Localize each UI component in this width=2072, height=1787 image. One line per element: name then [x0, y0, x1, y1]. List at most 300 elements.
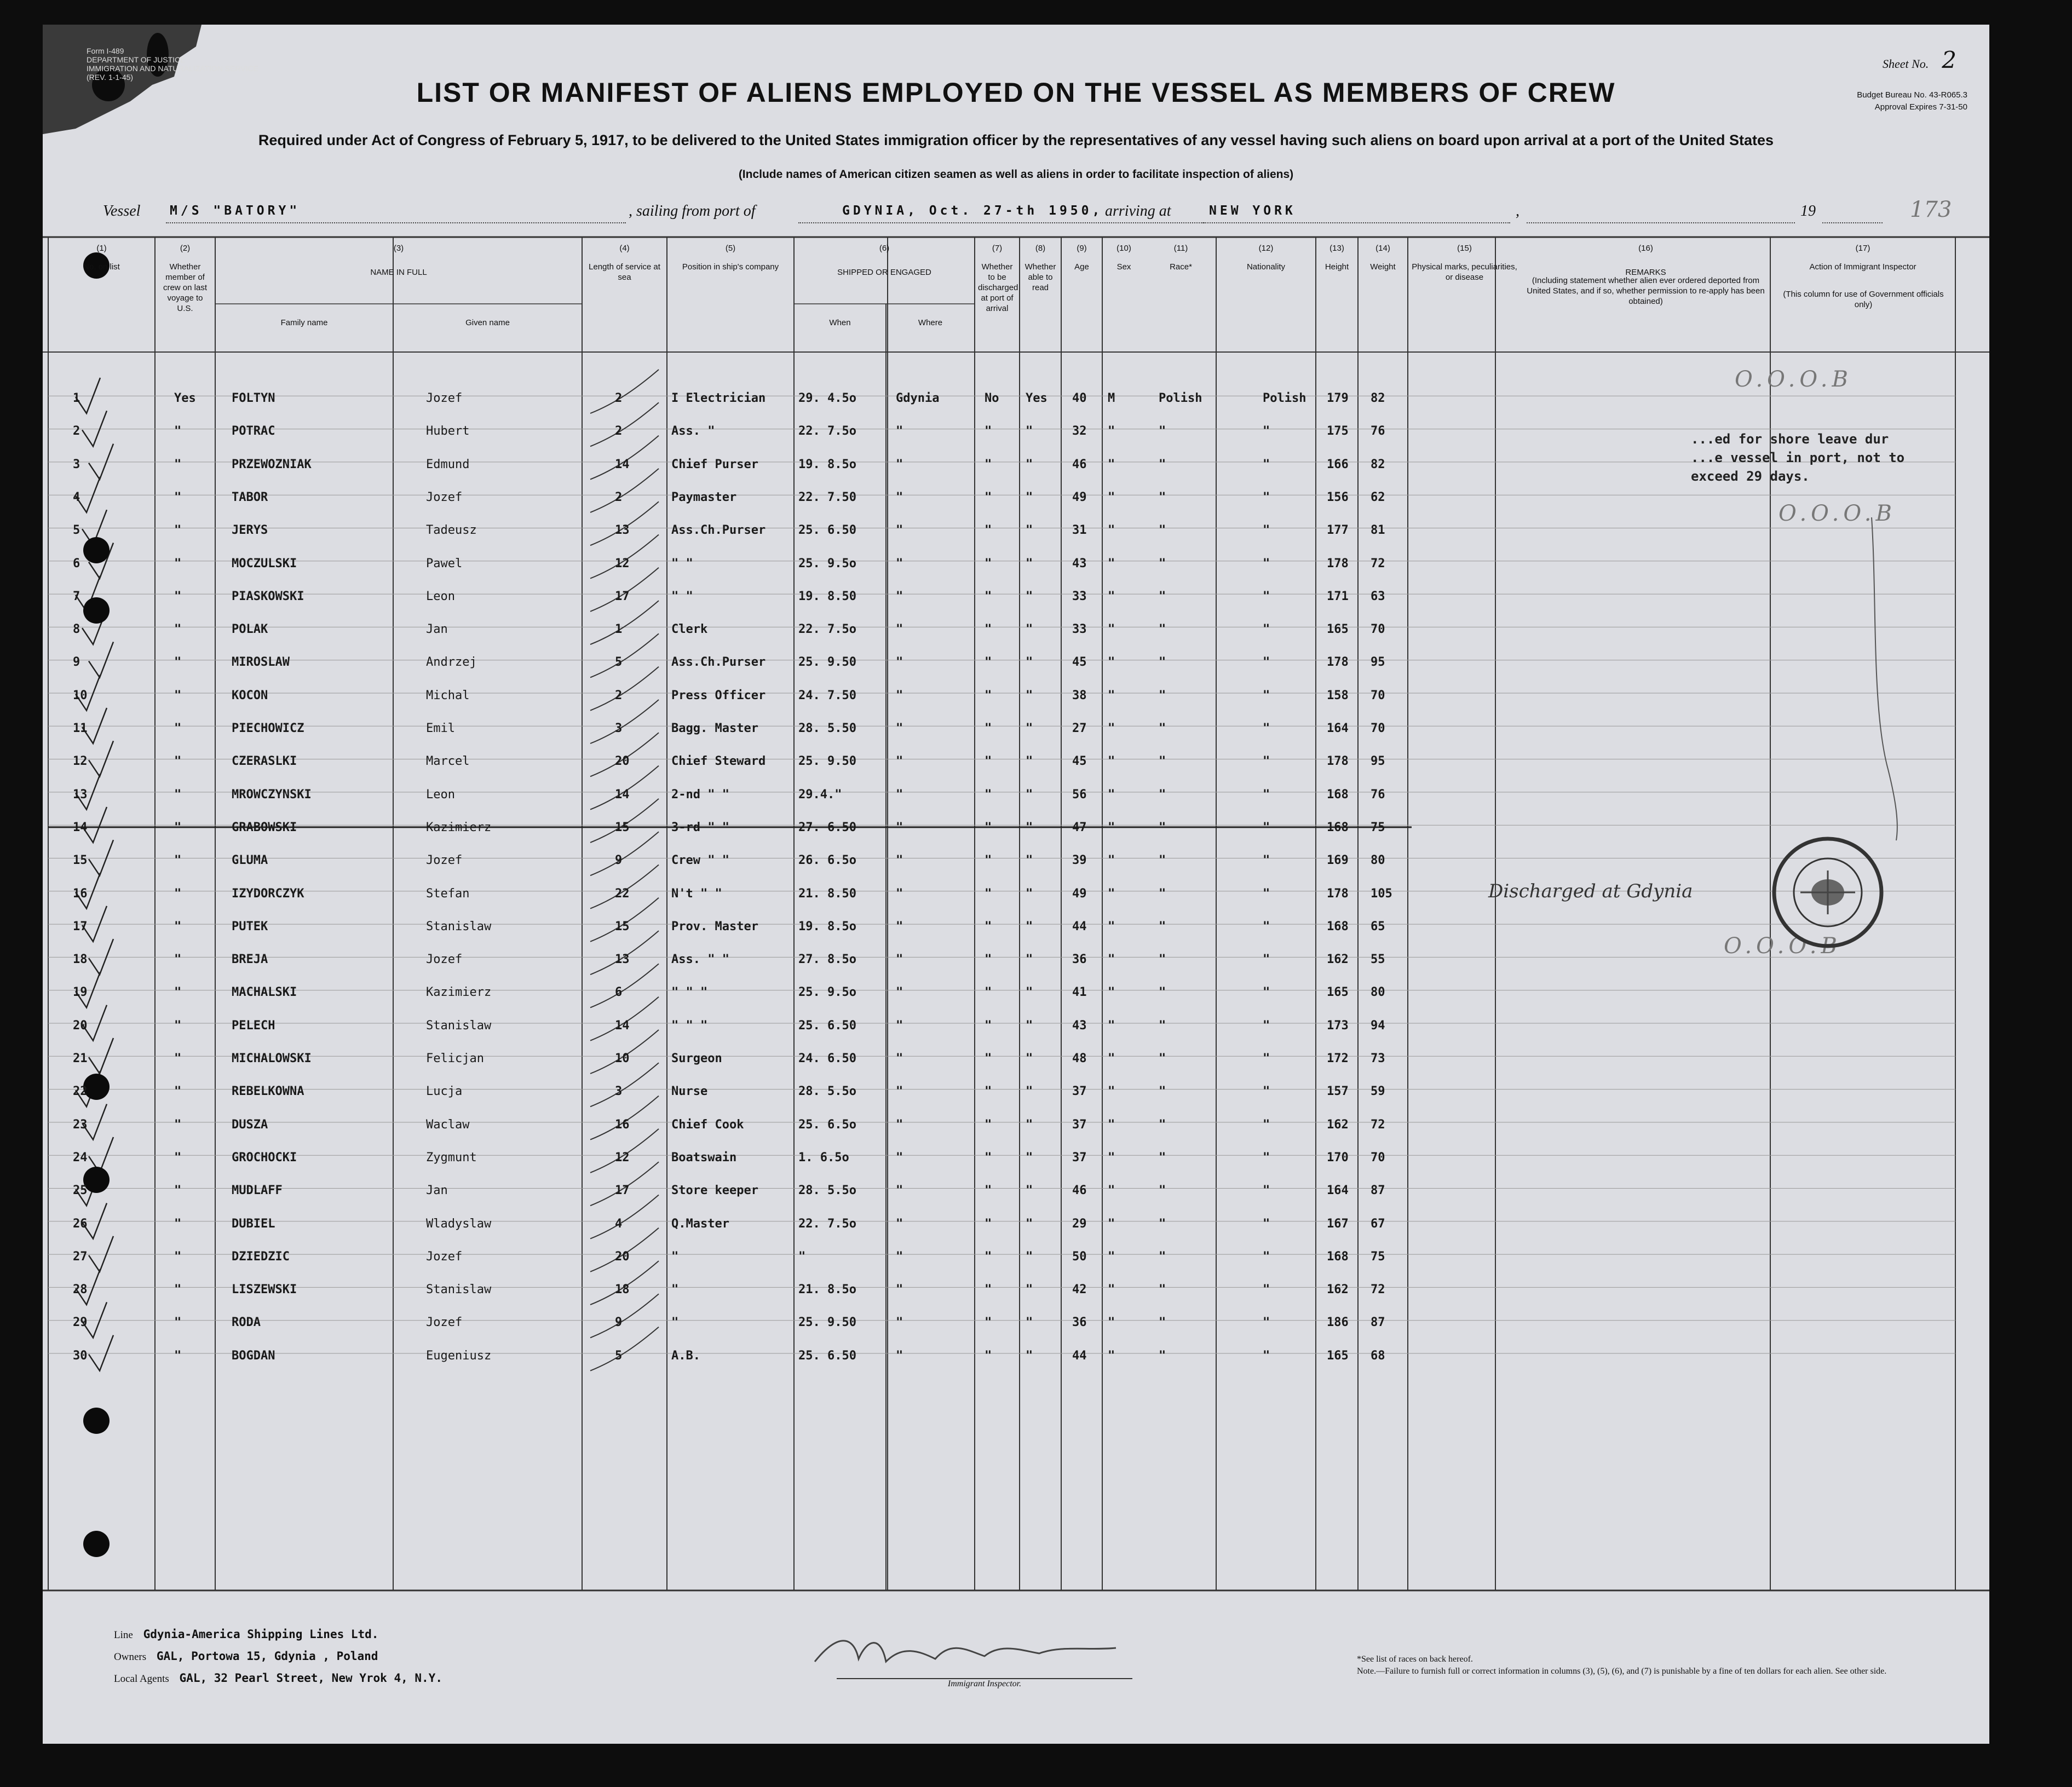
given-name: Leon: [426, 589, 455, 603]
vessel-line: Vessel M/S "BATORY" , sailing from port of GDYNIA, Oct. 27-th 1950, arriving at NEW YORK , 19 173: [103, 197, 1952, 222]
height: 178: [1327, 556, 1349, 570]
discharge: ": [985, 1052, 992, 1065]
able-to-read: ": [1026, 1283, 1033, 1297]
family-name: GRABOWSKI: [232, 820, 297, 834]
sex: ": [1108, 854, 1115, 868]
nationality: ": [1263, 1150, 1270, 1165]
shore-leave-stamp: ...ed for shore leave dur ...e vessel in port, not to exceed 29 days.: [1691, 431, 1905, 484]
row-number: 15: [73, 854, 88, 868]
sea-service: 12: [615, 556, 630, 570]
shipped-when: 22. 7.50: [798, 490, 856, 504]
prior-voyage: ": [174, 1348, 182, 1363]
family-name: REBELKOWNA: [232, 1085, 304, 1099]
prior-voyage: ": [174, 1249, 182, 1264]
age: 40: [1072, 391, 1087, 405]
given-name: Tadeusz: [426, 523, 477, 538]
sex: ": [1108, 1052, 1115, 1065]
race: ": [1159, 655, 1166, 670]
prior-voyage: ": [174, 820, 182, 834]
sea-service: 14: [615, 787, 630, 802]
weight: 94: [1371, 1018, 1385, 1033]
given-name: Kazimierz: [426, 985, 492, 1000]
column-number: (8): [1035, 244, 1046, 253]
family-name: POLAK: [232, 622, 268, 637]
position: I Electrician: [671, 391, 766, 405]
position: ": [671, 1316, 679, 1330]
height: 158: [1327, 688, 1349, 702]
manifest-sheet: [43, 25, 1989, 1744]
sex: ": [1108, 1085, 1115, 1099]
age: 44: [1072, 919, 1087, 933]
race: ": [1159, 688, 1166, 702]
discharge: ": [985, 1150, 992, 1165]
column-number: (6): [879, 244, 890, 253]
owners-address: GAL, Portowa 15, Gdynia , Poland: [156, 1650, 378, 1663]
discharge: ": [985, 722, 992, 735]
height: 162: [1327, 953, 1349, 967]
age: 41: [1072, 985, 1087, 1000]
row-number: 10: [73, 688, 88, 702]
discharge: ": [985, 457, 992, 471]
race: ": [1159, 1184, 1166, 1198]
discharged-note: Discharged at Gdynia: [1488, 880, 1693, 902]
height: 173: [1327, 1018, 1349, 1033]
able-to-read: ": [1026, 1117, 1033, 1132]
given-name: Edmund: [426, 457, 470, 471]
remark-oob-2: O.O.O.B: [1779, 501, 1896, 526]
position: N't " ": [671, 886, 722, 901]
given-name: Emil: [426, 722, 455, 735]
row-number: 20: [73, 1018, 88, 1033]
position: Bagg. Master: [671, 722, 758, 735]
prior-voyage: ": [174, 919, 182, 933]
form-identifier: Form I-489 DEPARTMENT OF JUSTICE IMMIGRATION AND NATURALIZATION SERVICE (REV. 1-1-45): [87, 47, 258, 82]
age: 36: [1072, 953, 1087, 967]
shipped-where: ": [896, 919, 903, 933]
discharge: ": [985, 1283, 992, 1297]
where-header: Where: [918, 318, 943, 327]
weight: 72: [1371, 1283, 1385, 1297]
nationality: ": [1263, 622, 1270, 637]
height: 166: [1327, 457, 1349, 471]
sex: ": [1108, 424, 1115, 439]
nationality: ": [1263, 457, 1270, 471]
position: Ass.Ch.Purser: [671, 655, 766, 670]
given-name: Stanislaw: [426, 1018, 492, 1033]
when-header: When: [829, 318, 851, 327]
column-header: NAME IN FULL: [370, 268, 427, 277]
weight: 95: [1371, 655, 1385, 670]
nationality: ": [1263, 722, 1270, 735]
age: 47: [1072, 820, 1087, 834]
family-name: DUBIEL: [232, 1217, 275, 1231]
height: 172: [1327, 1052, 1349, 1065]
shipped-when: 19. 8.5o: [798, 919, 856, 933]
column-number: (12): [1258, 244, 1274, 253]
nationality: ": [1263, 1316, 1270, 1330]
remark-oob-1: O.O.O.B: [1735, 367, 1852, 392]
race: ": [1159, 589, 1166, 603]
shipped-where: ": [896, 688, 903, 702]
row-number: 24: [73, 1150, 88, 1165]
sex: ": [1108, 1184, 1115, 1198]
position: Chief Purser: [671, 457, 758, 471]
race: ": [1159, 886, 1166, 901]
family-name: POTRAC: [232, 424, 275, 439]
sea-service: 13: [615, 953, 630, 967]
prior-voyage: ": [174, 722, 182, 735]
position: Nurse: [671, 1085, 708, 1099]
shipped-when: 29.4.": [798, 787, 842, 802]
race: ": [1159, 985, 1166, 1000]
family-name: MROWCZYNSKI: [232, 787, 312, 802]
column-number: (7): [992, 244, 1003, 253]
column-number: (13): [1329, 244, 1344, 253]
shipped-when: 28. 5.50: [798, 722, 856, 735]
sea-service: 3: [615, 722, 623, 735]
race: ": [1159, 622, 1166, 637]
able-to-read: ": [1026, 1184, 1033, 1198]
sex: ": [1108, 490, 1115, 504]
age: 46: [1072, 1184, 1087, 1198]
weight: 80: [1371, 854, 1385, 868]
weight: 82: [1371, 391, 1385, 405]
shipped-where: ": [896, 722, 903, 735]
row-number: 26: [73, 1217, 88, 1231]
prior-voyage: ": [174, 622, 182, 637]
age: 31: [1072, 523, 1087, 538]
penalty-note: Note.—Failure to furnish full or correct information in columns (3), (5), (6), and (7) is punishable by a fine of ten dollars for each alien. See other side.: [1357, 1667, 1887, 1676]
row-number: 6: [73, 556, 80, 570]
position: " " ": [671, 1018, 708, 1033]
sex: ": [1108, 953, 1115, 967]
sex: ": [1108, 589, 1115, 603]
column-header: No. on list: [83, 262, 120, 272]
column-number: (2): [180, 244, 191, 253]
sea-service: 22: [615, 886, 630, 901]
able-to-read: ": [1026, 457, 1033, 471]
shipped-when: ": [798, 1249, 806, 1264]
row-number: 27: [73, 1249, 88, 1264]
shipped-when: 25. 9.50: [798, 1316, 856, 1330]
prior-voyage: ": [174, 424, 182, 439]
given-name: Marcel: [426, 754, 470, 769]
nationality: ": [1263, 787, 1270, 802]
discharge: No: [985, 391, 999, 405]
shipped-when: 27. 6.50: [798, 820, 856, 834]
position: 3-rd " ": [671, 820, 729, 834]
discharge: ": [985, 754, 992, 769]
family-name: MOCZULSKI: [232, 556, 297, 570]
age: 32: [1072, 424, 1087, 439]
shipped-where: ": [896, 1052, 903, 1065]
sea-service: 5: [615, 1348, 623, 1363]
age: 33: [1072, 589, 1087, 603]
able-to-read: ": [1026, 1217, 1033, 1231]
able-to-read: ": [1026, 754, 1033, 769]
discharge: ": [985, 523, 992, 538]
age: 45: [1072, 655, 1087, 670]
able-to-read: ": [1026, 424, 1033, 439]
weight: 62: [1371, 490, 1385, 504]
height: 171: [1327, 589, 1349, 603]
nationality: ": [1263, 424, 1270, 439]
position: Prov. Master: [671, 919, 758, 933]
race: ": [1159, 854, 1166, 868]
discharge: ": [985, 490, 992, 504]
prior-voyage: ": [174, 1217, 182, 1231]
age: 29: [1072, 1217, 1087, 1231]
race: ": [1159, 1052, 1166, 1065]
weight: 70: [1371, 622, 1385, 637]
shipped-when: 24. 7.50: [798, 688, 856, 702]
prior-voyage: ": [174, 854, 182, 868]
prior-voyage: ": [174, 1052, 182, 1065]
given-name: Stanislaw: [426, 1283, 492, 1297]
prior-voyage: ": [174, 1184, 182, 1198]
given-name: Jozef: [426, 391, 463, 405]
shipped-when: 21. 8.5o: [798, 1283, 856, 1297]
sex: ": [1108, 754, 1115, 769]
age: 56: [1072, 787, 1087, 802]
given-name: Hubert: [426, 424, 470, 439]
family-name: PIASKOWSKI: [232, 589, 304, 603]
able-to-read: ": [1026, 589, 1033, 603]
inspector-detail: (This column for use of Government officials only): [1783, 290, 1944, 309]
race: ": [1159, 1018, 1166, 1033]
sex: ": [1108, 919, 1115, 933]
family-name: PRZEWOZNIAK: [232, 457, 312, 471]
weight: 59: [1371, 1085, 1385, 1099]
able-to-read: ": [1026, 622, 1033, 637]
column-header: SHIPPED OR ENGAGED: [837, 268, 931, 277]
family-name: PIECHOWICZ: [232, 722, 304, 735]
able-to-read: ": [1026, 1150, 1033, 1165]
shipped-when: 24. 6.50: [798, 1052, 856, 1065]
sex: ": [1108, 1217, 1115, 1231]
given-name: Waclaw: [426, 1117, 470, 1132]
able-to-read: ": [1026, 688, 1033, 702]
nationality: ": [1263, 1018, 1270, 1033]
position: Chief Cook: [671, 1117, 744, 1132]
position: ": [671, 1249, 679, 1264]
column-header: Length of service at sea: [589, 262, 660, 282]
pen-line: [1866, 517, 1910, 846]
family-name-header: Family name: [280, 318, 328, 327]
position: Press Officer: [671, 688, 766, 702]
shipped-when: 29. 4.5o: [798, 391, 856, 405]
row-number: 1: [73, 391, 80, 405]
shipped-where: Gdynia: [896, 391, 940, 405]
weight: 70: [1371, 1150, 1385, 1165]
race: ": [1159, 1348, 1166, 1363]
prior-voyage: ": [174, 1018, 182, 1033]
sex: ": [1108, 985, 1115, 1000]
family-name: MACHALSKI: [232, 985, 297, 1000]
races-note: *See list of races on back hereof.: [1357, 1655, 1473, 1664]
shipped-when: 22. 7.5o: [798, 622, 856, 637]
vessel-name: M/S "BATORY": [170, 204, 301, 218]
given-name: Stefan: [426, 886, 470, 901]
weight: 73: [1371, 1052, 1385, 1065]
nationality: ": [1263, 523, 1270, 538]
position: Boatswain: [671, 1150, 737, 1165]
sex: ": [1108, 1348, 1115, 1363]
weight: 76: [1371, 787, 1385, 802]
position: Paymaster: [671, 490, 737, 504]
race: ": [1159, 1117, 1166, 1132]
height: 177: [1327, 523, 1349, 538]
weight: 75: [1371, 1249, 1385, 1264]
given-name: Pawel: [426, 556, 463, 570]
sex: ": [1108, 1150, 1115, 1165]
sheet-number: Sheet No. 2: [1882, 47, 1956, 73]
column-number: (14): [1375, 244, 1390, 253]
family-name: BOGDAN: [232, 1348, 275, 1363]
sailing-port: GDYNIA, Oct. 27-th 1950,: [842, 204, 1103, 218]
prior-voyage: ": [174, 886, 182, 901]
able-to-read: ": [1026, 1018, 1033, 1033]
weight: 87: [1371, 1184, 1385, 1198]
discharge: ": [985, 1085, 992, 1099]
sex: ": [1108, 886, 1115, 901]
race: Polish: [1159, 391, 1202, 405]
column-number: (4): [619, 244, 630, 253]
shipped-when: 26. 6.5o: [798, 854, 856, 868]
height: 165: [1327, 1348, 1349, 1363]
shipped-where: ": [896, 1217, 903, 1231]
row-number: 7: [73, 589, 80, 603]
able-to-read: Yes: [1026, 391, 1047, 405]
position: ": [671, 1283, 679, 1297]
row-number: 13: [73, 787, 88, 802]
discharge: ": [985, 854, 992, 868]
position: Ass. ": [671, 424, 715, 439]
nationality: ": [1263, 1348, 1270, 1363]
family-name: PUTEK: [232, 919, 268, 933]
sea-service: 18: [615, 1283, 630, 1297]
nationality: ": [1263, 1249, 1270, 1264]
row-number: 18: [73, 953, 88, 967]
position: Surgeon: [671, 1052, 722, 1065]
weight: 65: [1371, 919, 1385, 933]
prior-voyage: ": [174, 985, 182, 1000]
sea-service: 9: [615, 1316, 623, 1330]
given-name: Leon: [426, 787, 455, 802]
nationality: ": [1263, 919, 1270, 933]
sea-service: 1: [615, 622, 623, 637]
height: 165: [1327, 622, 1349, 637]
given-name: Jozef: [426, 854, 463, 868]
height: 178: [1327, 655, 1349, 670]
column-number: (10): [1116, 244, 1131, 253]
shipped-where: ": [896, 1283, 903, 1297]
row-number: 23: [73, 1117, 88, 1132]
age: 49: [1072, 886, 1087, 901]
nationality: ": [1263, 1184, 1270, 1198]
weight: 55: [1371, 953, 1385, 967]
sea-service: 17: [615, 1184, 630, 1198]
nationality: ": [1263, 556, 1270, 570]
position: Crew " ": [671, 854, 729, 868]
sea-service: 10: [615, 1052, 630, 1065]
age: 44: [1072, 1348, 1087, 1363]
given-name: Jan: [426, 622, 448, 637]
header-note: (Include names of American citizen seamen as well as aliens in order to facilitate inspection of aliens): [738, 168, 1294, 181]
sex: ": [1108, 722, 1115, 735]
given-name: Wladyslaw: [426, 1217, 492, 1231]
discharge: ": [985, 622, 992, 637]
sex: ": [1108, 622, 1115, 637]
row-number: 8: [73, 622, 80, 637]
height: 168: [1327, 820, 1349, 834]
family-name: TABOR: [232, 490, 268, 504]
shipped-where: ": [896, 754, 903, 769]
given-name: Kazimierz: [426, 820, 492, 834]
discharge: ": [985, 820, 992, 834]
race: ": [1159, 754, 1166, 769]
column-header: Nationality: [1246, 262, 1286, 272]
column-header: Position in ship's company: [682, 262, 779, 272]
sea-service: 2: [615, 391, 623, 405]
subtitle: Required under Act of Congress of February 5, 1917, to be delivered to the United States immigration officer by the representatives of any vessel having such aliens on board upon arrival at a port of the United States: [258, 132, 1774, 148]
column-number: (1): [96, 244, 107, 253]
family-name: RODA: [232, 1316, 261, 1330]
race: ": [1159, 490, 1166, 504]
discharge: ": [985, 1348, 992, 1363]
agents-address: GAL, 32 Pearl Street, New Yrok 4, N.Y.: [179, 1671, 442, 1685]
shipped-where: ": [896, 953, 903, 967]
row-number: 17: [73, 919, 88, 933]
sex: ": [1108, 1283, 1115, 1297]
sea-service: 3: [615, 1085, 623, 1099]
column-header: Age: [1074, 262, 1089, 272]
prior-voyage: ": [174, 1085, 182, 1099]
race: ": [1159, 1283, 1166, 1297]
race: ": [1159, 787, 1166, 802]
shipped-where: ": [896, 820, 903, 834]
nationality: ": [1263, 1052, 1270, 1065]
discharge: ": [985, 953, 992, 967]
remark-oob-3: O.O.O.B: [1724, 933, 1841, 959]
family-name: IZYDORCZYK: [232, 886, 304, 901]
position: " " ": [671, 985, 708, 1000]
prior-voyage: ": [174, 490, 182, 504]
height: 186: [1327, 1316, 1349, 1330]
sex: ": [1108, 655, 1115, 670]
discharge: ": [985, 919, 992, 933]
weight: 87: [1371, 1316, 1385, 1330]
shipped-where: ": [896, 490, 903, 504]
able-to-read: ": [1026, 787, 1033, 802]
discharge: ": [985, 787, 992, 802]
sex: M: [1108, 391, 1115, 405]
sea-service: 15: [615, 919, 630, 933]
nationality: ": [1263, 886, 1270, 901]
position: Q.Master: [671, 1217, 729, 1231]
prior-voyage: ": [174, 754, 182, 769]
row-number: 2: [73, 424, 80, 439]
row-number: 11: [73, 722, 88, 735]
shipped-where: ": [896, 655, 903, 670]
height: 170: [1327, 1150, 1349, 1165]
sea-service: 4: [615, 1217, 623, 1231]
shipped-when: 25. 9.5o: [798, 985, 856, 1000]
footer-line: Line Gdynia-America Shipping Lines Ltd.: [114, 1628, 379, 1641]
nationality: ": [1263, 985, 1270, 1000]
given-name: Jozef: [426, 1316, 463, 1330]
sea-service: 2: [615, 490, 623, 504]
